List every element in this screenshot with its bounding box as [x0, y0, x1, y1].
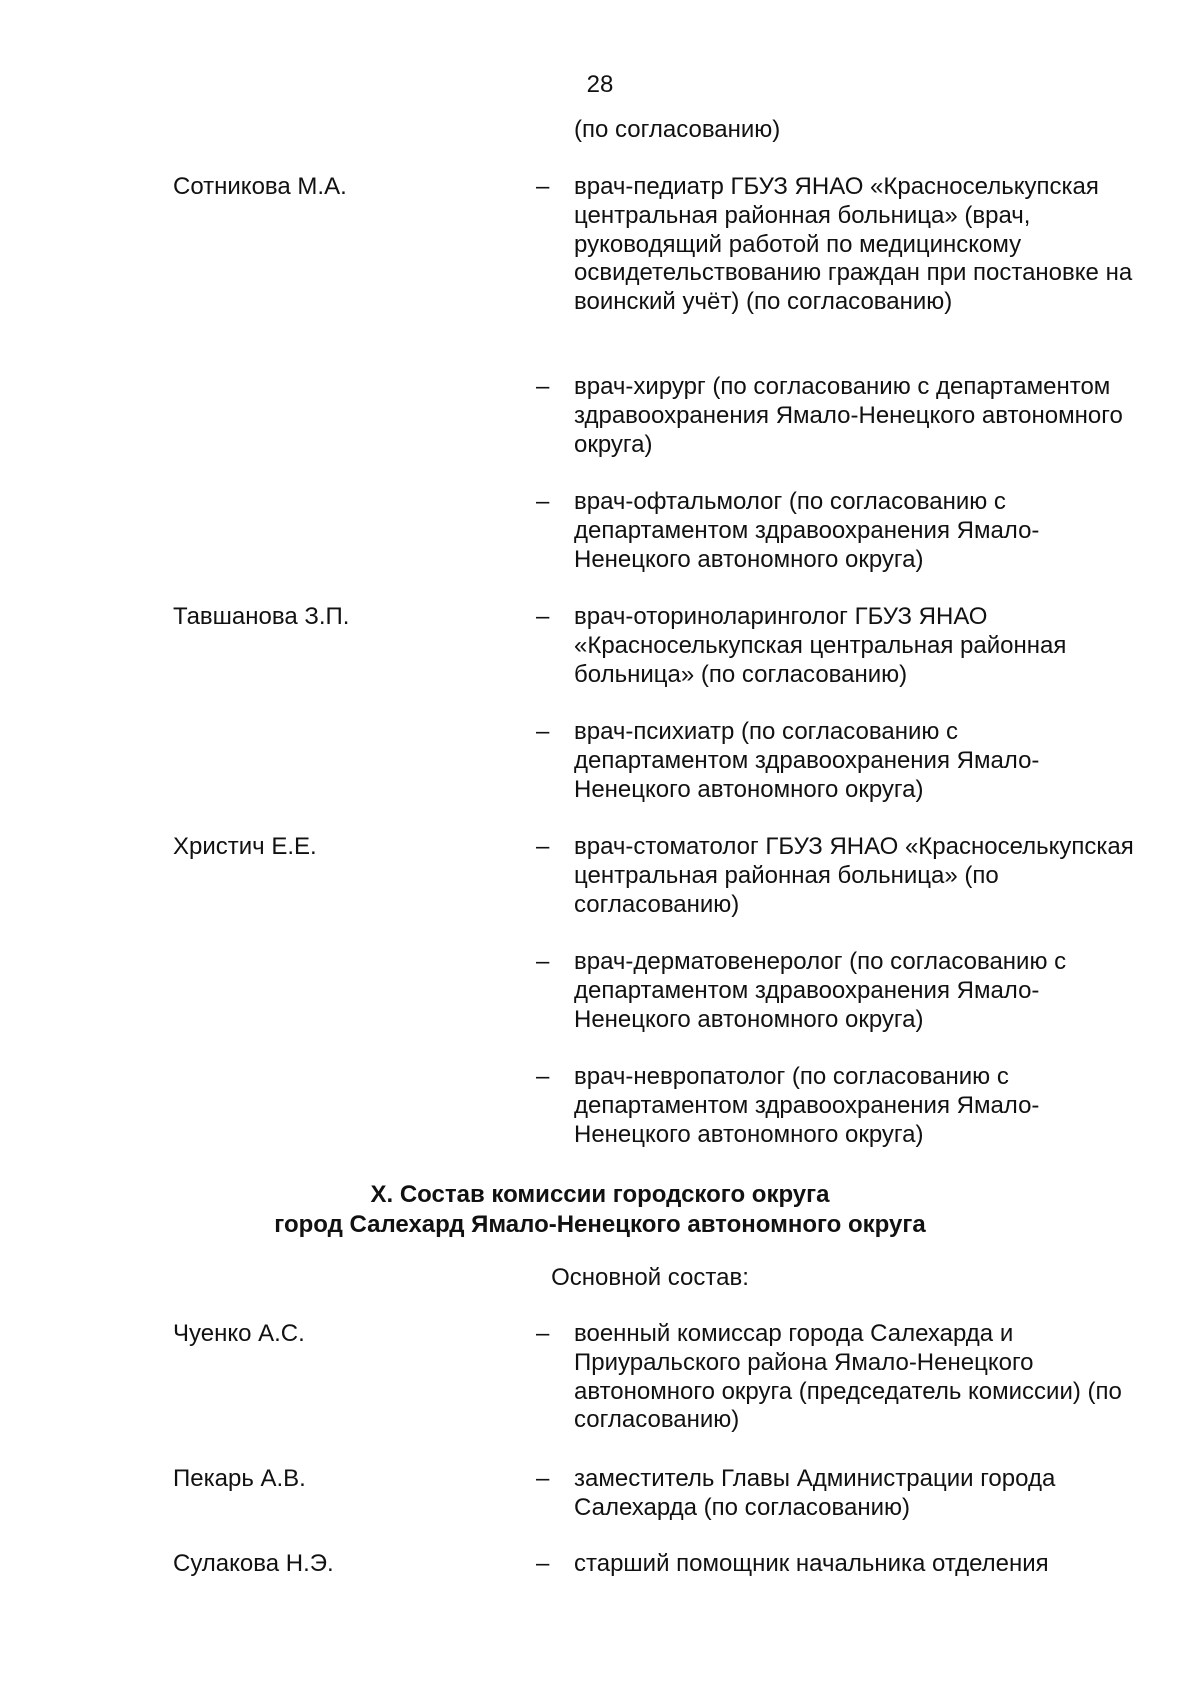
dash-separator: –: [536, 373, 550, 400]
member-name: Пекарь А.В.: [173, 1465, 306, 1492]
dash-separator: –: [536, 1550, 550, 1577]
member-role: врач-психиатр (по согласованию с департаментом здравоохранения Ямало-Ненецкого автономного округа): [574, 718, 1040, 803]
dash-separator: –: [536, 603, 550, 630]
member-role: врач-невропатолог (по согласованию с департаментом здравоохранения Ямало-Ненецкого автономного округа): [574, 1063, 1040, 1148]
section-title: [0, 1180, 1200, 1240]
member-name: Чуенко А.С.: [173, 1320, 305, 1347]
member-role: врач-дерматовенеролог (по согласованию с департаментом здравоохранения Ямало-Ненецкого автономного округа): [574, 948, 1067, 1033]
member-name: Христич Е.Е.: [173, 833, 317, 860]
member-role: заместитель Главы Администрации города Салехарда (по согласованию): [574, 1465, 1056, 1521]
section-title-line-2: город Салехард Ямало-Ненецкого автономного округа: [274, 1211, 926, 1238]
page-number: 28: [586, 71, 614, 98]
member-role: врач-педиатр ГБУЗ ЯНАО «Красноселькупская центральная районная больница» (врач, руководящий работой по медицинскому освидетельствованию граждан при постановке на воинский учёт) (по согласованию): [574, 173, 1133, 316]
member-role: врач-офтальмолог (по согласованию с департаментом здравоохранения Ямало-Ненецкого автономного округа): [574, 488, 1040, 573]
member-role: военный комиссар города Салехарда и Приуральского района Ямало-Ненецкого автономного округа (председатель комиссии) (по согласованию): [574, 1320, 1122, 1434]
dash-separator: –: [536, 173, 550, 200]
member-role: врач-стоматолог ГБУЗ ЯНАО «Красноселькупская центральная районная больница» (по согласованию): [574, 833, 1134, 918]
member-name: Тавшанова З.П.: [173, 603, 350, 630]
member-role: врач-оториноларинголог ГБУЗ ЯНАО «Красноселькупская центральная районная больница» (по согласованию): [574, 603, 1067, 688]
dash-separator: –: [536, 833, 550, 860]
member-name: Сотникова М.А.: [173, 173, 347, 200]
section-title-line-1: X. Состав комиссии городского округа: [370, 1181, 830, 1208]
dash-separator: –: [536, 718, 550, 745]
dash-separator: –: [536, 948, 550, 975]
continuation-text: (по согласованию): [574, 116, 781, 143]
member-role: старший помощник начальника отделения: [574, 1550, 1049, 1577]
dash-separator: –: [536, 1063, 550, 1090]
dash-separator: –: [536, 488, 550, 515]
member-role: врач-хирург (по согласованию с департаментом здравоохранения Ямало-Ненецкого автономного округа): [574, 373, 1123, 458]
dash-separator: –: [536, 1465, 550, 1492]
dash-separator: –: [536, 1320, 550, 1347]
section-subheading: Основной состав:: [551, 1264, 749, 1291]
member-name: Сулакова Н.Э.: [173, 1550, 334, 1577]
